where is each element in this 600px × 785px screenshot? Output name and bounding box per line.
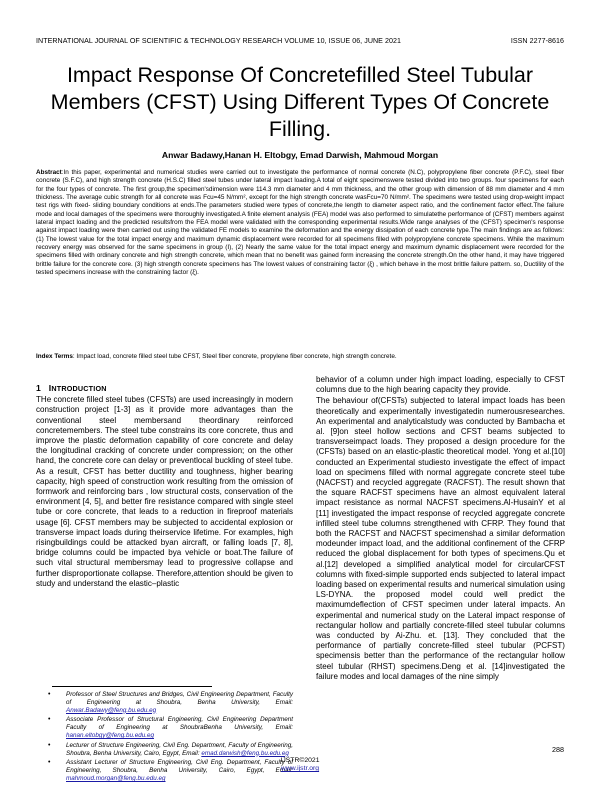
footnote-text: Assistant Lecturer of Structure Engineering, Civil Eng. Department, Faculty of Engineering, Shoubra, Benha University, Cairo, Egypt, Email: <box>66 759 293 775</box>
right-column <box>316 375 565 683</box>
footnote-item <box>46 716 293 739</box>
journal-header: INTERNATIONAL JOURNAL OF SCIENTIFIC & TECHNOLOGY RESEARCH VOLUME 10, ISSUE 06, JUNE 2021 <box>36 37 401 45</box>
issn-header: ISSN 2277-8616 <box>510 37 564 45</box>
left-column <box>36 383 293 590</box>
intro-paragraph-1: THe concrete filled steel tubes (CFSTs) are used increasingly in modern construction project [1-3] as it provide more advantages than the conventional steel membersand theordinary reinforced concretemembers. The steel tube constrains its core concrete, thus and improve the plastic deformation capability of core concrete and delay the longitudinal cracking of concrete under compression; on the other hand, the concrete core can delay or preventlocal buckling of steel tube. As a result, CFST has better ductility and toughness, higher bearing capacity, high speed of construction work resulting from the omission of formwork and reinforcing bars , low structural costs, conservation of the environment [4, 5], and better fire resistance compared with single steel tube or core concrete, that leads to a reduction in fireproof materials usage [6]. CFST members may be subjected to accidental explosion or transverse impact loads during theirservice lifetime. For examples, high risingbuildings could be attacked byan aircraft, or falling loads [7, 8], bridge columns could be impacted bya vehicle or boat.The failure of such vital structural membersmay lead to progressive collapse and further disproportionate collapse. Therefore,attention should be given to study and understand the elastic–plastic <box>36 395 293 588</box>
section-first-letter: I <box>48 383 52 393</box>
index-terms-text: : Impact load, concrete filled steel tube CFST, Steel fiber concrete, propylene fiber concrete, high strength concrete. <box>72 353 397 360</box>
email-link[interactable]: emad.darwish@feng.bu.edu.eg <box>201 749 289 757</box>
index-terms-label: Index Terms <box>36 353 73 360</box>
email-link[interactable]: hanan.eltobgy@feng.bu.edu.eg <box>66 731 154 739</box>
page-number: 288 <box>552 745 564 754</box>
bullet-icon: • <box>48 759 51 767</box>
author-list: Anwar Badawy,Hanan H. Eltobgy, Emad Darwish, Mahmoud Morgan <box>161 150 439 160</box>
index-terms <box>36 353 564 361</box>
bullet-icon: • <box>48 691 51 698</box>
footnote-divider <box>52 686 212 687</box>
footnote-text: Associate Professor of Structural Engineering, Civil Engineering Department Faculty of Engineering at ShoubraBenha University, Email: <box>66 716 293 732</box>
paper-title: Impact Response Of Concretefilled Steel Tubular Members (CFST) Using Different Types Of Concrete Filling. <box>50 63 550 141</box>
footnote-item <box>46 742 293 758</box>
copyright-footer: IJSTR©2021 <box>280 757 320 764</box>
bullet-icon: • <box>48 741 51 749</box>
section-title-rest: NTRODUCTION <box>51 384 107 393</box>
email-link[interactable]: mahmoud.morgan@feng.bu.edu.eg <box>66 774 166 782</box>
section-number: 1 <box>36 383 41 393</box>
footnote-text: Lecturer of Structure Engineering, Civil Eng. Department, Faculty of Engineering, Shoubra, Benha University, Cairo, Egypt, Email: <box>66 741 293 757</box>
section-heading-introduction <box>36 383 293 394</box>
abstract-text: :In this paper, experimental and numerical studies were carried out to investigate the performance of normal concrete (N.C), polypropylene fiber concrete (P.F.C), steel fiber concrete (S.F.C), and high strength concrete (H.S.C) filled steel tubes under lateral impact loading.A total of eight specimenswere tested divided into two groups. four specimens for each for the four types of concrete. The first group,the specimen'sdimension were 114.3 mm diameter and 4 mm thickness, and the other group with dimension of 88 mm diameter and 4 mm thickness. The average cubic strength for all concrete was Fcu=45 N/mm², except for the high strength concrete wasFcu=70 N/mm². The specimens were tested using drop-weight impact test rigs with fixed- sliding boundary conditions at ends.The parameters studied were types of concrete,the length to diameter aspect ratio, and the confinement factor effect.The failure mode and local damages of the specimens were thoroughly investigated.A finite element analysis (FEA) model was also performed to simulatethe performance of (CFST) members against lateral impact loading and the predicted resultsfrom the FEA model were validated with the corresponding experimental results.Wide range analyses of the (CFST) specimen's response against impact loading were then carried out using the validated FE models to examine the deformation and the energy dissipation of each concrete type.The main findings are as follows: (1) The lowest value for the total impact energy and maximum dynamic displacement were recorded for all specimens filled with polypropylene concrete specimens. While the maximum recovery energy was observed for the same specimens in group (I), (2) Nearly the same value for the total impact energy and maximum dynamic displacement were recorded for the specimens filled with ordinary concrete and high strength concrete, which mean that no benefit was gained form increasing the concrete strength.On the other hand, it may have triggered brittle failure for the concrete core. (3) high strength concrete specimens has The lowest values of constraining factor (ξ) , which behave in the most brittle failure pattern. so, Ductility of the tested specimens increase with the constraining factor (ξ). <box>36 169 564 277</box>
website-link[interactable]: www.ijstr.org <box>280 765 320 772</box>
email-link[interactable]: Anwar.Badawy@feng.bu.edu.eg <box>66 706 157 714</box>
abstract-label: Abstract <box>36 169 62 176</box>
intro-paragraph-2: behavior of a column under high impact loading, especially to CFST columns due to the high bearing capacity they provide. <box>316 375 565 395</box>
running-header <box>36 37 564 49</box>
footnote-text: Professor of Steel Structures and Bridges, Civil Engineering Department, Faculty of Engineering at Shoubra, Benha University, Email: <box>66 691 293 706</box>
abstract <box>36 169 564 277</box>
intro-paragraph-3: The behaviour of(CFSTs) subjected to lateral impact loads has been theoretically and experimentally investigatedin numerousresearches. An experimental and analyticalstudy was conducted by Bambacha et al. [9]on steel hollow sections and CFST beams subjected to transverseimpact loads. They proposed a design procedure for the (CFSTs) based on an elastic-plastic theoretical model. Yong et al.[10] conducted an Experimental studiesto investigate the effect of impact load on specimens filled with normal aggregate concrete steel tube (NACFST) and recycled aggregate (RACFST). The result shown that the square RACFST specimens have an almost equivalent lateral impact resistance as normal NACFST specimens.Al-HusainY et al [11] investigated the impact response of recycled aggregate concrete infilled steel tube columns strengthened with CFRP. They found that both the RACFST and NACFST specimenshad a similar deformation modeunder impact load, and the additional confinement of the CFRP reduced the global displacement for both types of specimens.Qu et al.[12] developed a simplified analytical model for circularCFST columns with fixed-simple supported ends subjected to lateral impact loading based on experimental results and numerical simulation using LS-DYNA. the proposed model could well predict the maximumdeflection of CFST specimen under lateral impacts. An experimental and numerical study on the Lateral impact response of rectangular hollow and partially concrete-filled steel tubular columns was conducted by Ai-Zhu. et. [13]. They concluded that the performance of partially concrete-filled steel tubular (PCFST) specimensis better than the performance of the rectangular hollow steel tubular (RHST) specimens.Deng et al. [14]investigated the failure modes and local damages of the nine simply <box>316 396 565 681</box>
bullet-icon: • <box>48 716 51 724</box>
footnote-item <box>46 691 293 714</box>
